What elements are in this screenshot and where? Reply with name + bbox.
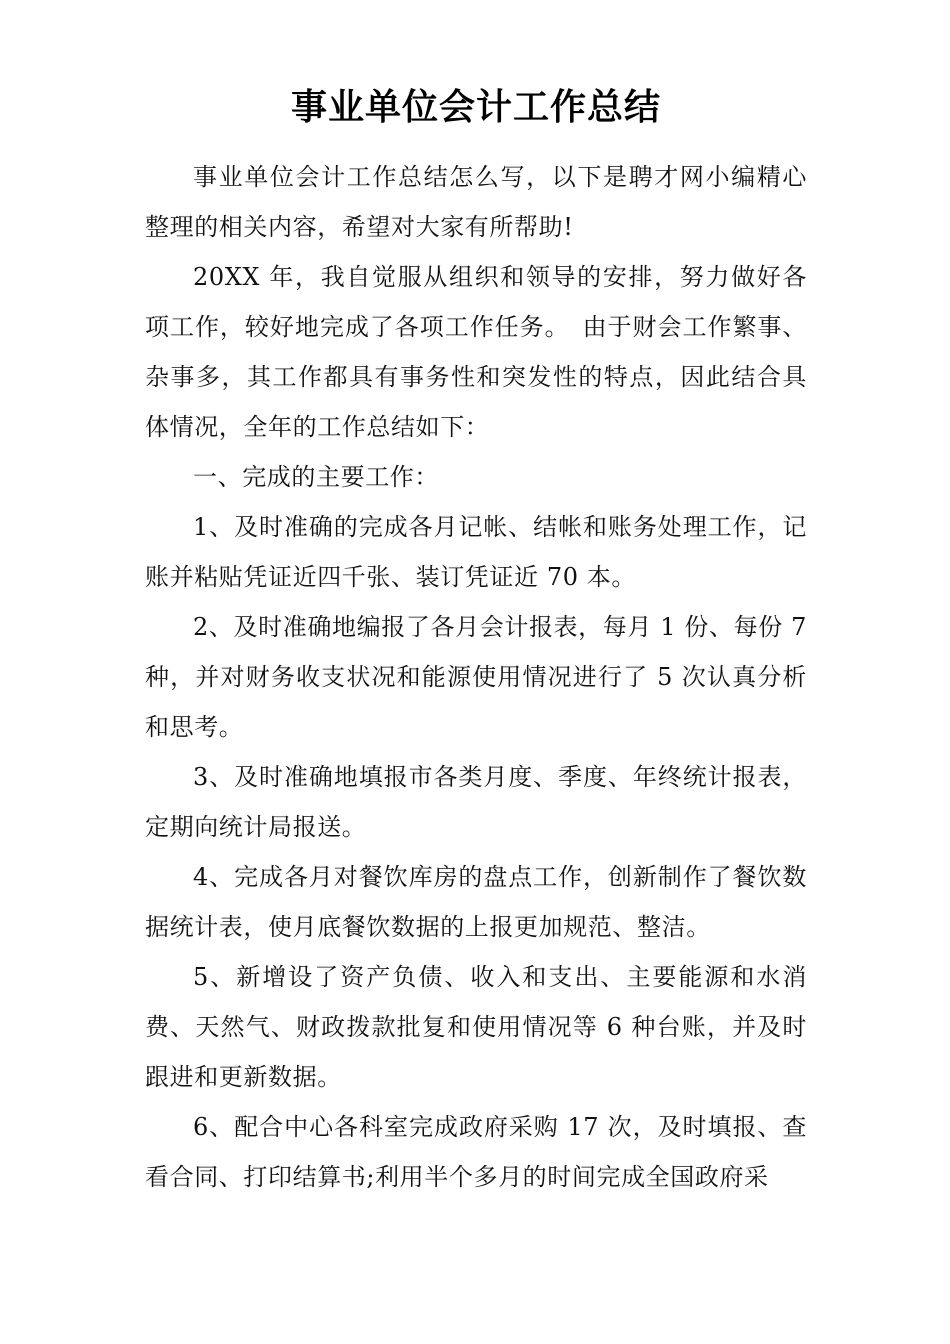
list-item-2: 2、及时准确地编报了各月会计报表，每月 1 份、每份 7 种，并对财务收支状况和能源使用情况进行了 5 次认真分析和思考。 — [145, 613, 807, 741]
list-item-3: 3、及时准确地填报市各类月度、季度、年终统计报表，定期向统计局报送。 — [145, 763, 807, 841]
paragraph-intro: 事业单位会计工作总结怎么写，以下是聘才网小编精心整理的相关内容，希望对大家有所帮助! — [145, 163, 807, 241]
document-body — [145, 78, 807, 1202]
list-item-5: 5、新增设了资产负债、收入和支出、主要能源和水消费、天然气、财政拨款批复和使用情况等 6 种台账，并及时跟进和更新数据。 — [145, 963, 807, 1091]
list-item-1: 1、及时准确的完成各月记帐、结帐和账务处理工作，记账并粘贴凭证近四千张、装订凭证近 70 本。 — [145, 513, 807, 591]
paragraph-overview: 20XX 年，我自觉服从组织和领导的安排，努力做好各项工作，较好地完成了各项工作任务。 由于财会工作繁事、杂事多，其工作都具有事务性和突发性的特点，因此结合具体情况，全年的工作总结如下： — [145, 263, 807, 441]
list-item-4: 4、完成各月对餐饮库房的盘点工作，创新制作了餐饮数据统计表，使月底餐饮数据的上报更加规范、整洁。 — [145, 863, 807, 941]
document-title: 事业单位会计工作总结 — [290, 87, 661, 128]
list-item-6: 6、配合中心各科室完成政府采购 17 次，及时填报、查看合同、打印结算书;利用半个多月的时间完成全国政府采 — [145, 1113, 807, 1191]
section-heading-main-work: 一、完成的主要工作： — [193, 463, 439, 491]
